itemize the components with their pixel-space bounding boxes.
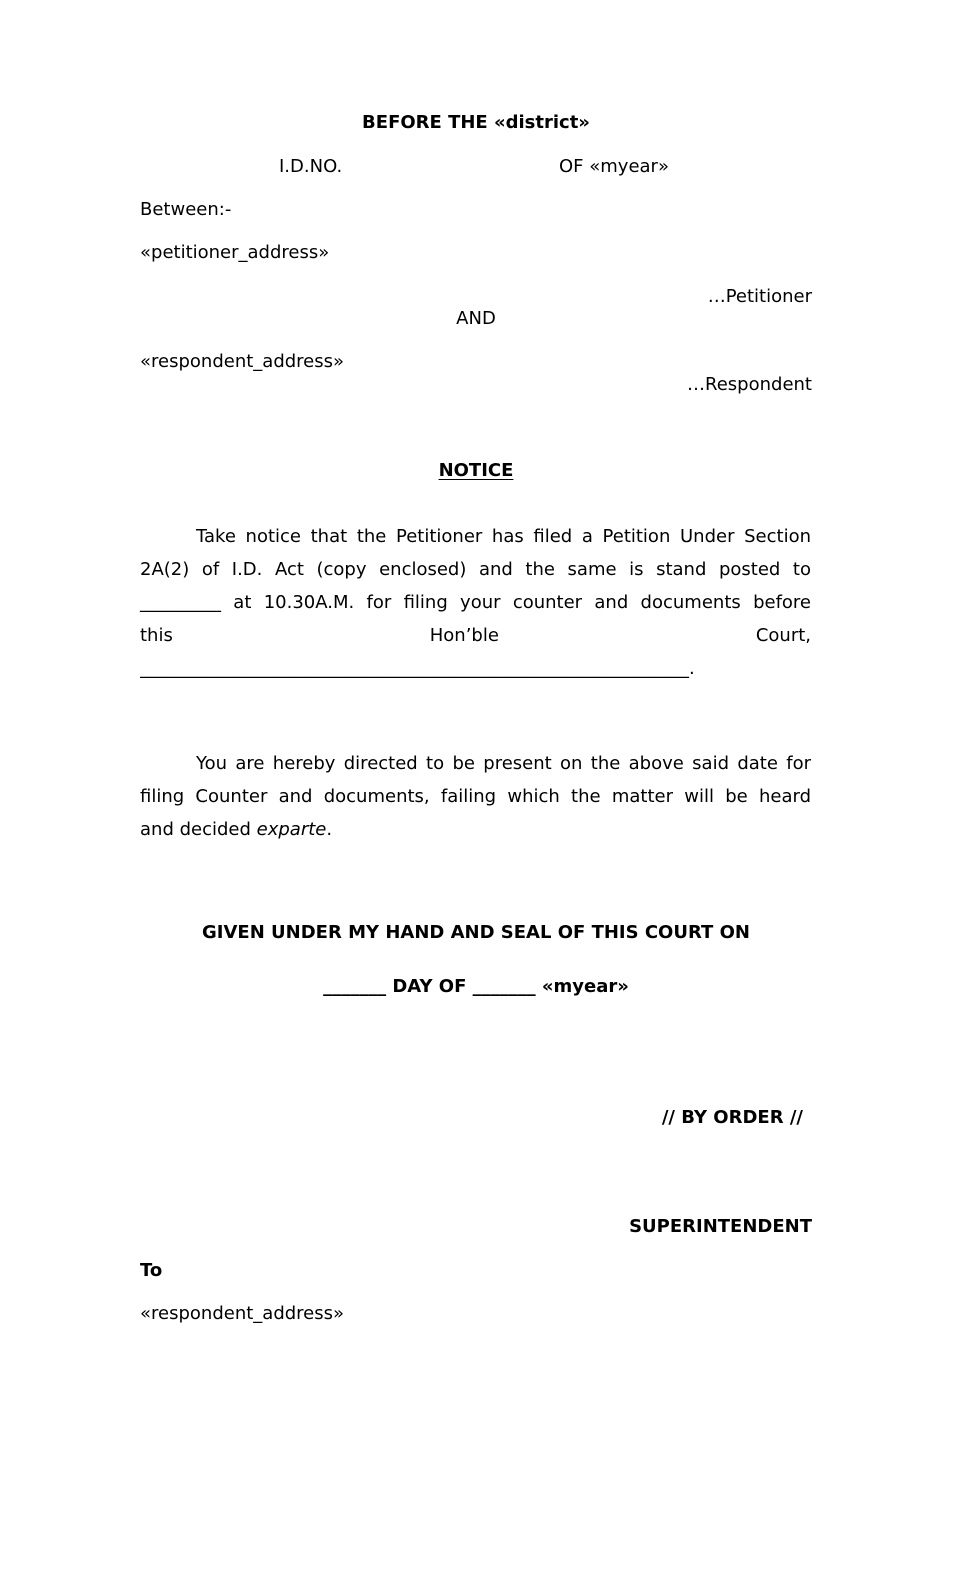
between-label: Between:-: [140, 199, 232, 220]
paragraph-line: _________ at 10.30A.M. for filing your counter and documents before: [140, 592, 811, 613]
paragraph-line: _____________________________________________________________.: [140, 658, 695, 679]
paragraph-line: [140, 813, 811, 846]
paragraph-line: filing Counter and documents, failing which the matter will be heard: [140, 786, 811, 807]
superintendent-signature: SUPERINTENDENT: [629, 1216, 812, 1237]
to-label: To: [140, 1260, 163, 1281]
notice-paragraph-2: [140, 747, 811, 846]
paragraph-word: Court,: [755, 625, 811, 646]
respondent-address: «respondent_address»: [140, 351, 345, 372]
exparte-term: exparte: [256, 819, 327, 840]
paragraph-line: [140, 619, 811, 652]
paragraph-word: Hon’ble: [429, 625, 499, 646]
paragraph-word: this: [140, 625, 173, 646]
date-line: _______ DAY OF _______ «myear»: [323, 976, 629, 997]
by-order-label: // BY ORDER //: [661, 1107, 803, 1128]
and-separator: AND: [456, 308, 496, 329]
paragraph-line: 2A(2) of I.D. Act (copy enclosed) and the same is stand posted to: [140, 559, 811, 580]
recipient-address: «respondent_address»: [140, 1303, 345, 1324]
notice-heading-text: NOTICE: [438, 460, 514, 481]
paragraph-text: .: [326, 819, 333, 840]
respondent-label: …Respondent: [687, 374, 812, 395]
paragraph-text: You are hereby directed to be present on the above said date for: [196, 753, 811, 774]
paragraph-text: Take notice that the Petitioner has filed a Petition Under Section: [196, 526, 811, 547]
petitioner-label: …Petitioner: [707, 286, 812, 307]
paragraph-line: [140, 520, 811, 553]
id-number-label: I.D.NO.: [279, 156, 343, 177]
petitioner-address: «petitioner_address»: [140, 242, 330, 263]
given-under-seal: GIVEN UNDER MY HAND AND SEAL OF THIS COURT ON: [202, 922, 750, 943]
paragraph-text: and decided: [140, 819, 257, 840]
court-title: BEFORE THE «district»: [362, 112, 590, 133]
notice-heading: [140, 459, 812, 483]
case-year-label: OF «myear»: [559, 156, 669, 177]
paragraph-line: [140, 747, 811, 780]
notice-paragraph-1: [140, 520, 811, 685]
